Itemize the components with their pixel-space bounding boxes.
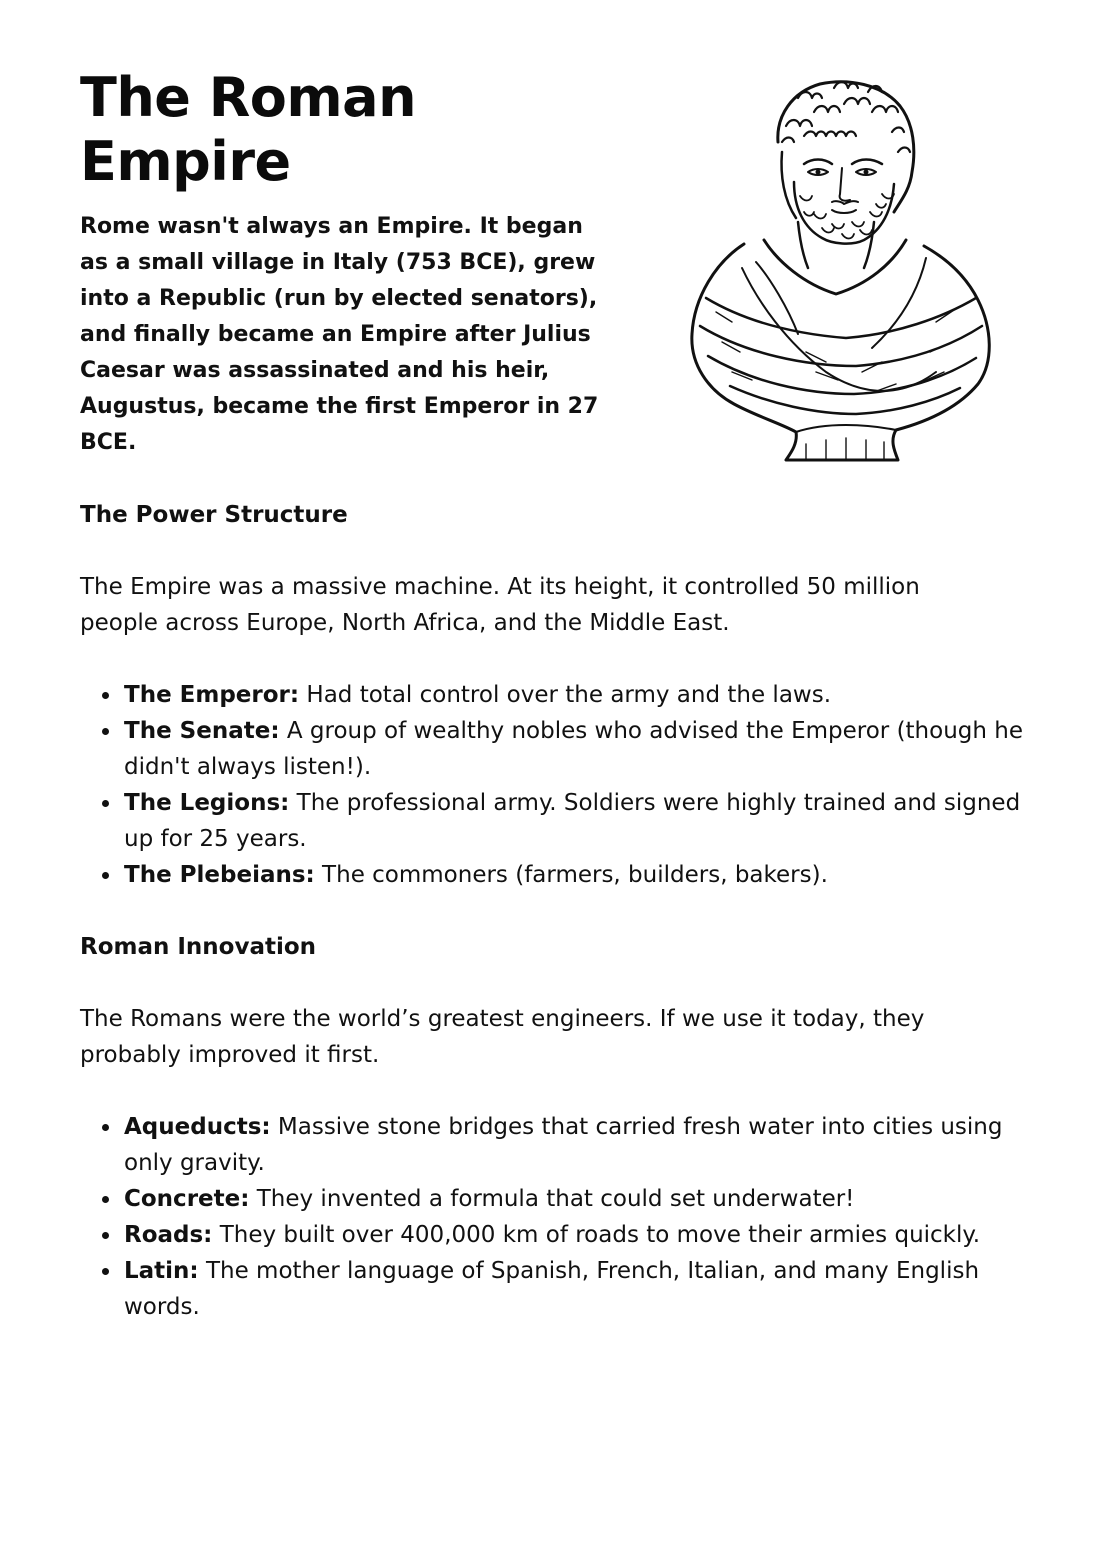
list-item-term: The Senate: — [124, 718, 280, 744]
section-paragraph: The Romans were the world’s greatest engineers. If we use it today, they probably improved it first. — [80, 1006, 925, 1068]
section-heading: Roman Innovation — [80, 934, 317, 960]
list-item-text: The mother language of Spanish, French, Italian, and many English words. — [124, 1258, 980, 1320]
list-item-text: The professional army. Soldiers were highly trained and signed up for 25 years. — [124, 790, 1021, 852]
list-item-term: The Legions: — [124, 790, 290, 816]
roman-innovation-section — [80, 929, 1040, 1325]
list-item-text: Massive stone bridges that carried fresh water into cities using only gravity. — [124, 1114, 1003, 1176]
list-item — [124, 1253, 1024, 1325]
roman-bust-illustration — [686, 72, 996, 464]
list-item-term: Concrete: — [124, 1186, 250, 1212]
list-item-text: Had total control over the army and the laws. — [299, 682, 832, 708]
list-item — [124, 857, 1024, 893]
list-item-term: The Emperor: — [124, 682, 300, 708]
list-item — [124, 1109, 1024, 1181]
list-item-term: Aqueducts: — [124, 1114, 271, 1140]
list-item-text: A group of wealthy nobles who advised the Emperor (though he didn't always listen!). — [124, 718, 1023, 780]
power-structure-section — [80, 497, 1040, 893]
list-item — [124, 1181, 1024, 1217]
page-title: The Roman Empire — [80, 66, 417, 193]
bullet-list — [80, 1109, 1040, 1325]
list-item — [124, 1217, 1024, 1253]
list-item — [124, 677, 1024, 713]
section-heading: The Power Structure — [80, 502, 348, 528]
intro-paragraph: Rome wasn't always an Empire. It began as a small village in Italy (753 BCE), grew into a Republic (run by elected senators), and finally became an Empire after Julius Caesar was assassinated and his heir, Augustus, became the first Emperor in 27 BCE. — [80, 214, 599, 455]
list-item-text: The commoners (farmers, builders, bakers). — [314, 862, 828, 888]
list-item-text: They built over 400,000 km of roads to move their armies quickly. — [212, 1222, 981, 1248]
list-item — [124, 713, 1024, 785]
list-item-term: Latin: — [124, 1258, 199, 1284]
list-item — [124, 785, 1024, 857]
list-item-term: Roads: — [124, 1222, 213, 1248]
section-paragraph: The Empire was a massive machine. At its height, it controlled 50 million people across Europe, North Africa, and the Middle East. — [80, 574, 920, 636]
bullet-list — [80, 677, 1040, 893]
list-item-text: They invented a formula that could set underwater! — [249, 1186, 855, 1212]
list-item-term: The Plebeians: — [124, 862, 315, 888]
